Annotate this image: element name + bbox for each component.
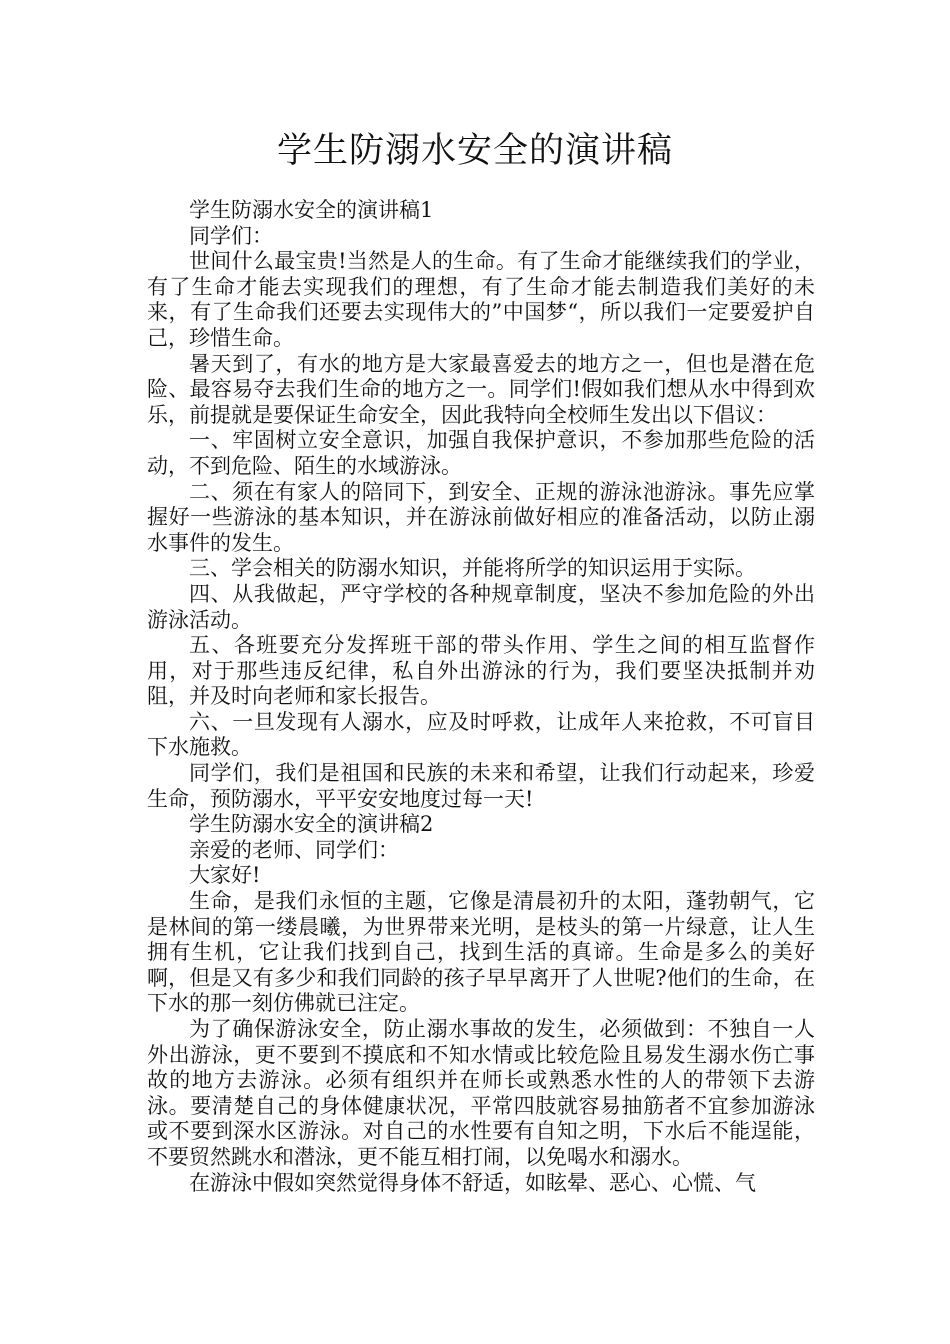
paragraph: 学生防溺水安全的演讲稿1 [189, 198, 434, 222]
document-body [147, 198, 815, 1196]
paragraph: 亲爱的老师、同学们： [189, 837, 399, 862]
paragraph: 二、须在有家人的陪同下，到安全、正规的游泳池游泳。事先应掌握好一些游泳的基本知识，并在游泳前做好相应的准备活动，以防止溺水事件的发生。 [147, 479, 815, 555]
paragraph: 在游泳中假如突然觉得身体不舒适，如眩晕、恶心、心慌、气 [189, 1170, 756, 1195]
paragraph: 世间什么最宝贵!当然是人的生命。有了生命才能继续我们的学业，有了生命才能去实现我们的理想，有了生命才能去制造我们美好的未来，有了生命我们还要去实现伟大的”中国梦“，所以我们一定要爱护自己，珍惜生命。 [147, 249, 815, 350]
paragraph: 大家好! [189, 863, 261, 888]
paragraph: 一、牢固树立安全意识，加强自我保护意识，不参加那些危险的活动，不到危险、陌生的水域游泳。 [147, 428, 815, 478]
paragraph: 生命，是我们永恒的主题，它像是清晨初升的太阳，蓬勃朝气，它是林间的第一缕晨曦，为世界带来光明，是枝头的第一片绿意，让人生拥有生机，它让我们找到自己，找到生活的真谛。生命是多么的美好啊，但是又有多少和我们同龄的孩子早早离开了人世呢?他们的生命，在下水的那一刻仿佛就已注定。 [147, 889, 815, 1016]
paragraph: 三、学会相关的防溺水知识，并能将所学的知识运用于实际。 [189, 556, 756, 581]
paragraph: 学生防溺水安全的演讲稿2 [189, 812, 434, 837]
document-title: 学生防溺水安全的演讲稿 [276, 131, 673, 171]
paragraph: 同学们，我们是祖国和民族的未来和希望，让我们行动起来，珍爱生命，预防溺水，平平安安地度过每一天! [147, 761, 815, 811]
paragraph: 五、各班要充分发挥班干部的带头作用、学生之间的相互监督作用，对于那些违反纪律，私自外出游泳的行为，我们要坚决抵制并劝阻，并及时向老师和家长报告。 [147, 633, 815, 709]
paragraph: 同学们： [189, 223, 273, 248]
paragraph: 四、从我做起，严守学校的各种规章制度，坚决不参加危险的外出游泳活动。 [147, 581, 815, 632]
paragraph: 六、一旦发现有人溺水，应及时呼救，让成年人来抢救，不可盲目下水施救。 [147, 709, 815, 760]
paragraph: 为了确保游泳安全，防止溺水事故的发生，必须做到：不独自一人外出游泳，更不要到不摸底和不知水情或比较危险且易发生溺水伤亡事故的地方去游泳。必须有组织并在师长或熟悉水性的人的带领下去游泳。要清楚自己的身体健康状况，平常四肢就容易抽筋者不宜参加游泳或不要到深水区游泳。对自己的水性要有自知之明，下水后不能逞能，不要贸然跳水和潜泳，更不能互相打闹，以免喝水和溺水。 [147, 1017, 815, 1169]
paragraph: 暑天到了，有水的地方是大家最喜爱去的地方之一，但也是潜在危险、最容易夺去我们生命的地方之一。同学们!假如我们想从水中得到欢乐，前提就是要保证生命安全，因此我特向全校师生发出以下倡议： [147, 351, 815, 427]
